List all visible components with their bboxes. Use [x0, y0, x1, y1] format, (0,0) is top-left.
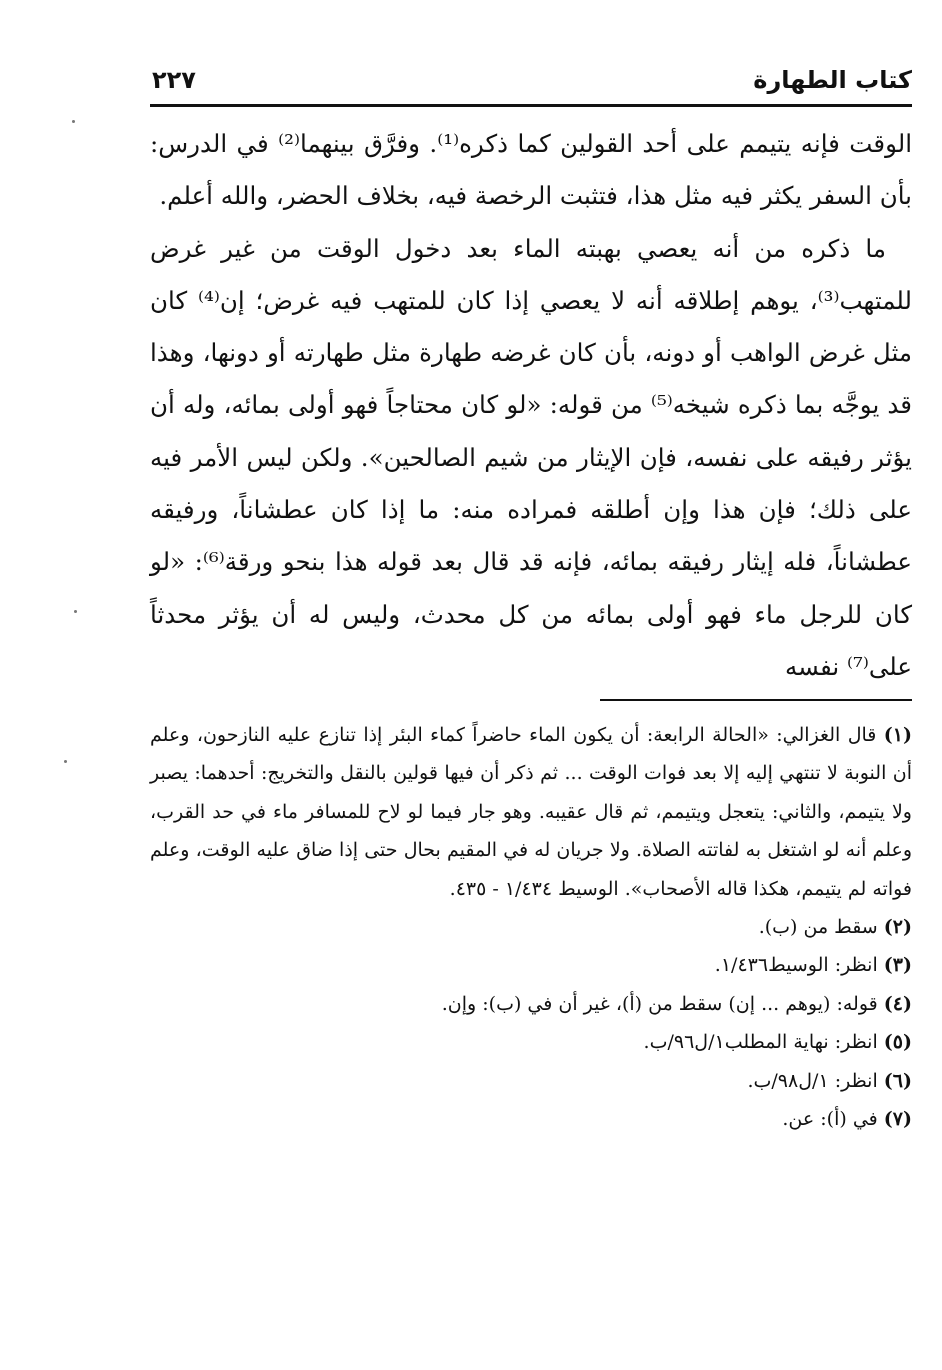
page-number: ٢٢٧: [152, 66, 196, 94]
footnote-text: سقط من (ب).: [758, 916, 878, 939]
footnote-2: [150, 908, 912, 946]
footnote-number: (٥): [883, 1031, 912, 1054]
scan-speck: [64, 760, 67, 763]
footnote-5: [150, 1023, 912, 1061]
paragraph: ما ذكره من أنه يعصي بهبته الماء بعد دخول الوقت من غير غرض للمتهب⁽³⁾، يوهم إطلاقه أنه لا يعصي إذا كان للمتهب فيه غرض؛ إن⁽⁴⁾ كان مثل غرض الواهب أو دونه، بأن كان غرضه طهارة مثل طهارته أو دونها، وهذا قد يوجَّه بما ذكره شيخه⁽⁵⁾ من قوله: «لو كان محتاجاً فهو أولى بمائه، وله أن يؤثر رفيقه على نفسه، فإن الإيثار من شيم الصالحين». ولكن ليس الأمر فيه على ذلك؛ فإن هذا وإن أطلقه فمراده منه: ما إذا كان عطشاناً، ورفيقه عطشاناً، فله إيثار رفيقه بمائه، فإنه قد قال بعد قوله هذا بنحو ورقة⁽⁶⁾: «لو كان للرجل ماء فهو أولى بمائه من كل محدث، وليس له أن يؤثر محدثاً على⁽⁷⁾ نفسه: [150, 233, 913, 681]
footnote-7: [150, 1100, 912, 1138]
footnote-text: قال الغزالي: «الحالة الرابعة: أن يكون الماء حاضراً كماء البئر إذا تنازع عليه النازحون، وعلم أن النوبة لا تنتهي إليه إلا بعد فوات الوقت ... ثم ذكر أن فيها قولين بالنقل والتخريج: أحدهما: يصبر ولا يتيمم، والثاني: يتعجل ويتيمم، ثم قال عقيبه. وهو جار فيما لو لاح للمسافر ماء في حد القرب، وعلم أنه لو اشتغل به لفاتته الصلاة. ولا جريان له في المقيم بحال حتى إذا ضاق عليه الوقت، وعلم فواته لم يتيمم، هكذا قاله الأصحاب». الوسيط ١/٤٣٤ - ٤٣٥.: [150, 724, 912, 900]
footnotes: [150, 716, 912, 1138]
footnote-text: انظر: ١/ل٩٨/ب.: [747, 1069, 878, 1092]
footnote-number: (٢): [883, 916, 912, 939]
footnote-6: [150, 1062, 912, 1100]
running-title: كتاب الطهارة: [753, 66, 912, 94]
footnote-number: (٤): [883, 992, 912, 1015]
scan-speck: [74, 610, 77, 613]
footnote-separator: [600, 699, 912, 701]
footnote-text: انظر: الوسيط١/٤٣٦.: [714, 954, 878, 977]
footnote-number: (٧): [883, 1108, 912, 1131]
paragraph: الوقت فإنه يتيمم على أحد القولين كما ذكره⁽¹⁾. وفرَّق بينهما⁽²⁾ في الدرس: بأن السفر يكثر فيه مثل هذا، فتثبت الرخصة فيه، بخلاف الحضر، والله أعلم.: [150, 129, 913, 211]
footnote-1: [150, 716, 912, 908]
scan-speck: [72, 120, 75, 123]
footnote-text: قوله: (يوهم ... إن) سقط من (أ)، غير أن في (ب): وإن.: [441, 992, 878, 1015]
main-text: [150, 118, 912, 693]
header-rule: [150, 104, 912, 107]
page-header: [150, 62, 912, 102]
footnote-number: (٦): [883, 1069, 912, 1092]
footnote-number: (٣): [883, 954, 912, 977]
footnote-3: [150, 946, 912, 984]
footnote-number: (١): [883, 724, 912, 746]
footnote-4: [150, 985, 912, 1023]
footnote-text: في (أ): عن.: [782, 1108, 878, 1131]
footnote-text: انظر: نهاية المطلب١/ل٩٦/ب.: [643, 1031, 878, 1054]
